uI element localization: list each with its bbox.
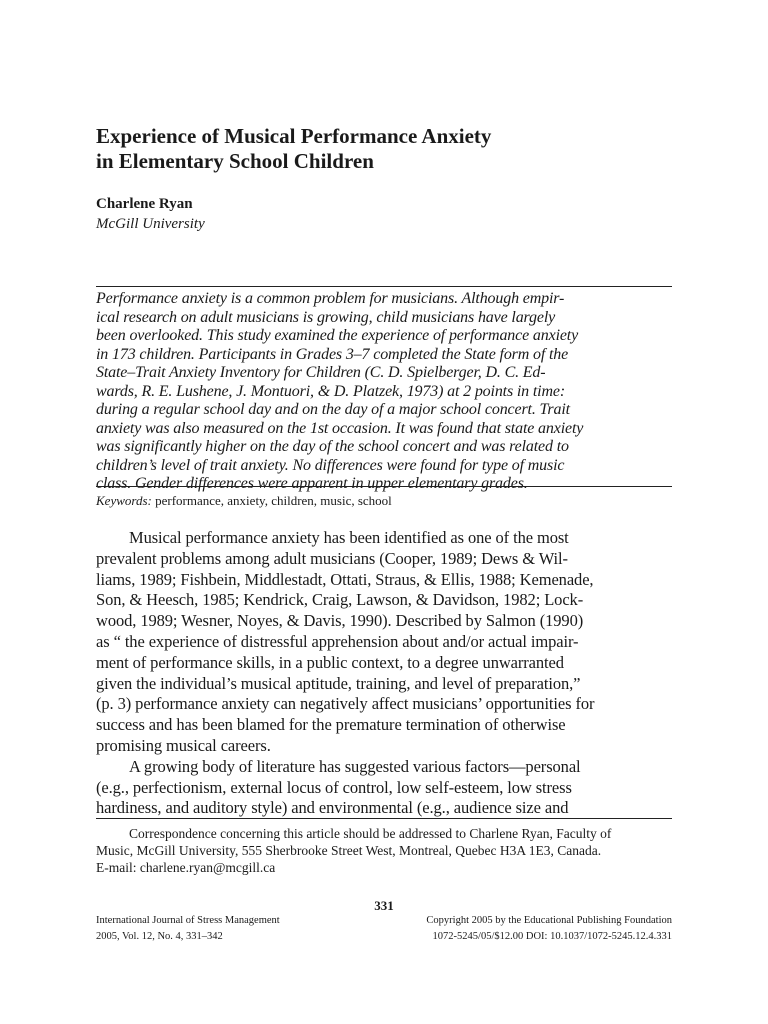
abstract-line: wards, R. E. Lushene, J. Montuori, & D. Platzek, 1973) at 2 points in time:: [96, 382, 566, 400]
keywords-label: Keywords:: [96, 493, 152, 508]
abstract: [96, 290, 674, 494]
correspondence-footnote: [96, 825, 673, 876]
abstract-line: State–Trait Anxiety Inventory for Children (C. D. Spielberger, D. C. Ed-: [96, 364, 546, 381]
body-line: hardiness, and auditory style) and environmental (e.g., audience size and: [96, 798, 569, 818]
body-line: ment of performance skills, in a public context, to a degree unwarranted: [96, 652, 564, 672]
title-line: in Elementary School Children: [96, 149, 374, 173]
body-line: wood, 1989; Wesner, Noyes, & Davis, 1990). Described by Salmon (1990): [96, 611, 584, 631]
footnote-line: E-mail: charlene.ryan@mcgill.ca: [96, 860, 276, 875]
footnote-line: Correspondence concerning this article should be addressed to Charlene Ryan, Faculty of: [129, 826, 612, 841]
abstract-line: during a regular school day and on the day of a major school concert. Trait: [96, 401, 570, 418]
page-number: 331: [374, 898, 394, 913]
keywords-text: performance, anxiety, children, music, school: [155, 493, 392, 508]
abstract-top-rule: [96, 286, 672, 287]
body-line: Son, & Heesch, 1985; Kendrick, Craig, Lawson, & Davidson, 1982; Lock-: [96, 590, 584, 610]
abstract-line: children’s level of trait anxiety. No differences were found for type of music: [96, 456, 565, 474]
title-line: Experience of Musical Performance Anxiety: [96, 124, 492, 148]
abstract-line: anxiety was also measured on the 1st occasion. It was found that state anxiety: [96, 419, 584, 437]
body-line: given the individual’s musical aptitude, training, and level of preparation,”: [96, 673, 581, 693]
body-line: Musical performance anxiety has been identified as one of the most: [129, 528, 569, 547]
journal-info: [96, 913, 280, 945]
footnote-rule: [96, 818, 672, 819]
abstract-line: ical research on adult musicians is growing, child musicians have largely: [96, 308, 556, 326]
article-title: [96, 124, 676, 174]
body-line: promising musical careers.: [96, 735, 271, 755]
body-line: liams, 1989; Fishbein, Middlestadt, Ottati, Straus, & Ellis, 1988; Kemenade,: [96, 569, 594, 589]
copyright-info: [426, 913, 672, 945]
keywords: [96, 493, 672, 509]
body-text: [96, 528, 673, 819]
abstract-line: in 173 children. Participants in Grades 3–7 completed the State form of the: [96, 345, 569, 363]
body-line: (p. 3) performance anxiety can negatively affect musicians’ opportunities for: [96, 694, 595, 714]
body-line: as “ the experience of distressful apprehension about and/or actual impair-: [96, 631, 579, 651]
abstract-line: been overlooked. This study examined the experience of performance anxiety: [96, 327, 579, 344]
doi-line: 1072-5245/05/$12.00 DOI: 10.1037/1072-5245.12.4.331: [432, 931, 672, 942]
abstract-bottom-rule: [96, 486, 672, 487]
body-line: A growing body of literature has suggested various factors—personal: [129, 756, 581, 776]
footnote-line: Music, McGill University, 555 Sherbrooke Street West, Montreal, Quebec H3A 1E3, Canada.: [96, 843, 602, 858]
journal-volume: 2005, Vol. 12, No. 4, 331–342: [96, 931, 223, 942]
abstract-line: was significantly higher on the day of the school concert and was related to: [96, 438, 569, 455]
author-affiliation: McGill University: [96, 216, 205, 232]
journal-name: International Journal of Stress Management: [96, 915, 280, 926]
abstract-line: Performance anxiety is a common problem for musicians. Although empir-: [96, 290, 565, 307]
copyright-line: Copyright 2005 by the Educational Publishing Foundation: [426, 915, 672, 926]
body-line: prevalent problems among adult musicians (Cooper, 1989; Dews & Wil-: [96, 548, 568, 568]
abstract-line: class. Gender differences were apparent in upper elementary grades.: [96, 475, 528, 492]
body-line: (e.g., perfectionism, external locus of control, low self-esteem, low stress: [96, 777, 572, 797]
author-name: Charlene Ryan: [96, 196, 193, 212]
body-line: success and has been blamed for the premature termination of otherwise: [96, 715, 566, 735]
